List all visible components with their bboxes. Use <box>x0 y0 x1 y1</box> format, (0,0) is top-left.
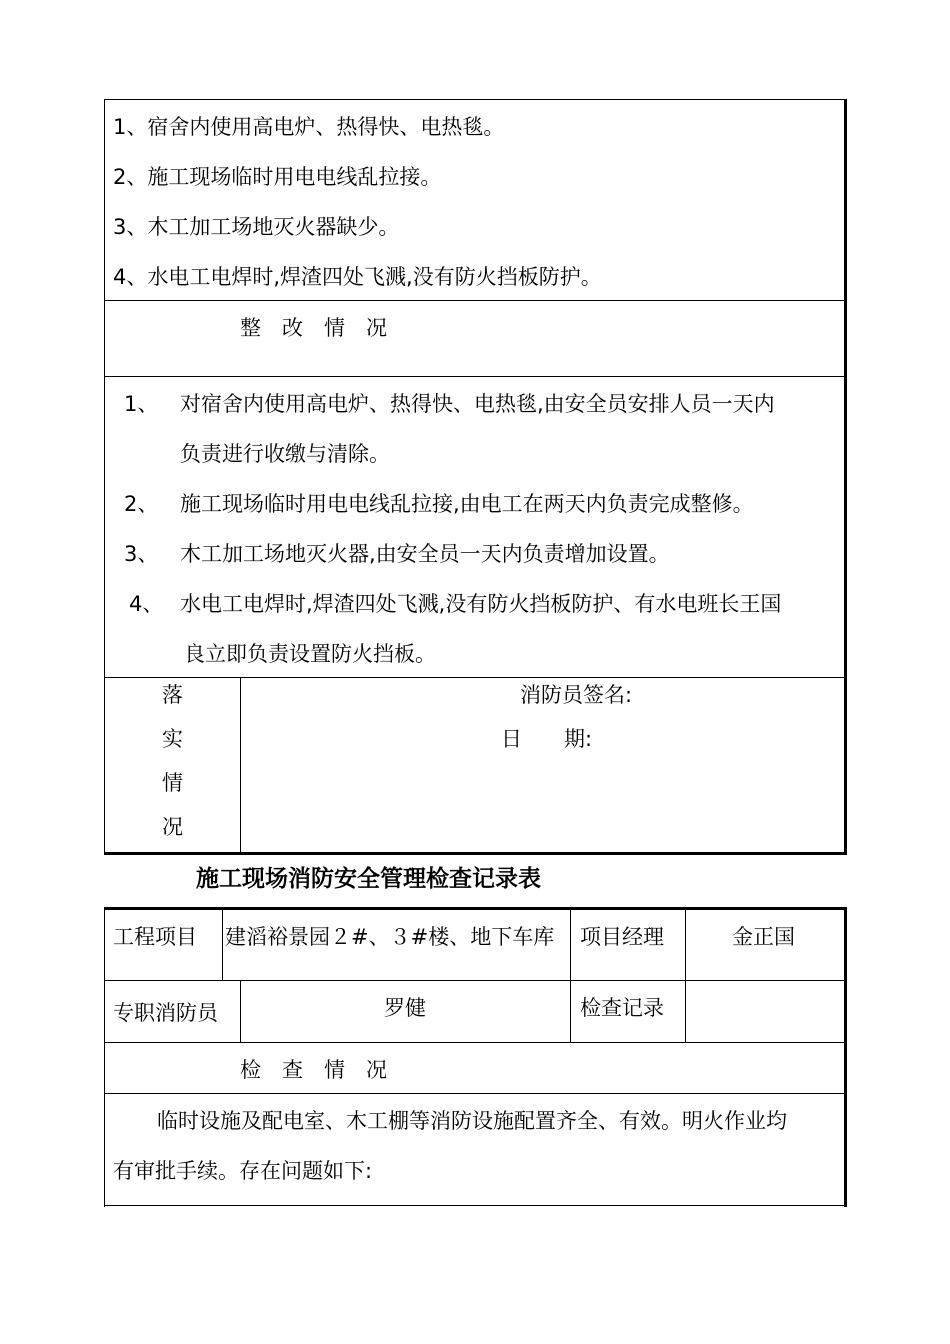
table1-bottom-border <box>104 852 847 855</box>
rectification-num-1: 1、 <box>124 392 159 416</box>
inspection-record-label: 检查记录 <box>580 996 664 1020</box>
table1-divider-1 <box>104 300 846 301</box>
table1-left-border <box>104 99 105 855</box>
table2-row-divider-1 <box>104 980 846 981</box>
table2-row-divider-2 <box>104 1042 846 1043</box>
project-label: 工程项目 <box>113 925 197 949</box>
problem-item-3: 3、木工加工场地灭火器缺少。 <box>113 215 400 239</box>
table2-bottom-border <box>104 1205 847 1206</box>
implementation-char-3: 情 <box>162 771 183 795</box>
inspection-heading: 检 查 情 况 <box>240 1058 387 1082</box>
inspection-text-line1: 临时设施及配电室、木工棚等消防设施配置齐全、有效。明火作业均 <box>157 1109 787 1133</box>
table2-col-divider-1a <box>222 909 223 980</box>
rectification-num-3: 3、 <box>124 542 159 566</box>
fire-officer-value: 罗健 <box>384 996 426 1020</box>
inspection-text-line2: 有审批手续。存在问题如下: <box>113 1159 373 1183</box>
problem-item-4: 4、水电工电焊时,焊渣四处飞溅,没有防火挡板防护。 <box>113 265 602 289</box>
implementation-char-4: 况 <box>162 815 183 839</box>
table1-divider-2 <box>104 376 846 377</box>
table2-top-border <box>104 907 847 910</box>
manager-value: 金正国 <box>732 925 795 949</box>
table2-col-divider-1b <box>240 980 241 1042</box>
rectification-text-4-cont: 良立即负责设置防火挡板。 <box>184 642 436 666</box>
implementation-char-2: 实 <box>162 727 183 751</box>
table1-right-border <box>844 99 847 855</box>
rectification-text-3: 木工加工场地灭火器,由安全员一天内负责增加设置。 <box>180 542 670 566</box>
table2-col-divider-3 <box>685 909 686 1042</box>
implementation-char-1: 落 <box>162 683 183 707</box>
rectification-num-4: 4、 <box>129 592 164 616</box>
problem-item-1: 1、宿舍内使用高电炉、热得快、电热毯。 <box>113 115 505 139</box>
table2-col-divider-2 <box>570 909 571 1042</box>
rectification-text-4: 水电工电焊时,焊渣四处飞溅,没有防火挡板防护、有水电班长王国 <box>180 592 782 616</box>
table1-label-divider <box>240 677 241 853</box>
signature-label: 消防员签名: <box>520 683 633 707</box>
date-label: 日 期: <box>501 727 593 751</box>
table2-row-divider-3 <box>104 1093 846 1094</box>
rectification-text-1-cont: 负责进行收缴与清除。 <box>180 442 390 466</box>
manager-label: 项目经理 <box>580 925 664 949</box>
rectification-heading: 整 改 情 况 <box>240 316 387 340</box>
rectification-text-2: 施工现场临时用电电线乱拉接,由电工在两天内负责完成整修。 <box>180 492 754 516</box>
table1-top-border <box>104 99 847 100</box>
rectification-num-2: 2、 <box>124 492 159 516</box>
table1-divider-3 <box>104 677 846 678</box>
problem-item-2: 2、施工现场临时用电电线乱拉接。 <box>113 165 442 189</box>
table2-right-border <box>844 907 847 1207</box>
project-value: 建滔裕景园２#、３#楼、地下车库 <box>225 925 555 949</box>
fire-officer-label: 专职消防员 <box>113 1001 218 1025</box>
table2-left-border <box>104 907 105 1207</box>
rectification-text-1: 对宿舍内使用高电炉、热得快、电热毯,由安全员安排人员一天内 <box>180 392 775 416</box>
form-title: 施工现场消防安全管理检查记录表 <box>196 866 541 892</box>
